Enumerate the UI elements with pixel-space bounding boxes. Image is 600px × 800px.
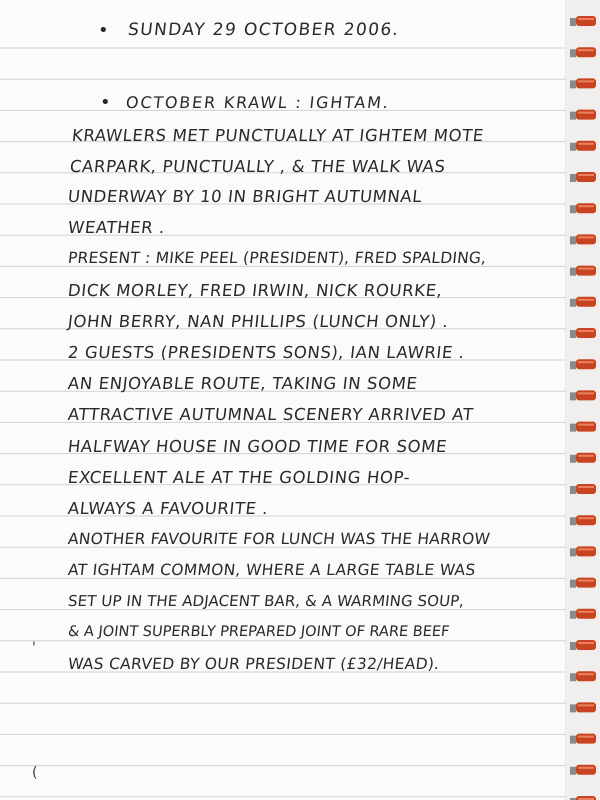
bullet-dot: •: [100, 92, 111, 113]
handwritten-entry: [68, 0, 548, 800]
entry-line: CARPARK, PUNCTUALLY , & THE WALK WAS: [69, 157, 447, 176]
entry-line: JOHN BERRY, NAN PHILLIPS (LUNCH ONLY) .: [67, 312, 450, 331]
entry-heading: OCTOBER KRAWL : IGHTAM.: [125, 93, 391, 112]
entry-line: WEATHER .: [67, 218, 167, 237]
entry-line: ALWAYS A FAVOURITE .: [67, 499, 270, 518]
entry-line: AN ENJOYABLE ROUTE, TAKING IN SOME: [67, 374, 419, 393]
entry-line: HALFWAY HOUSE IN GOOD TIME FOR SOME: [67, 437, 449, 456]
margin-curve-mark: (: [32, 765, 38, 781]
entry-line: AT IGHTAM COMMON, WHERE A LARGE TABLE WAS: [67, 561, 477, 579]
entry-line: DICK MORLEY, FRED IRWIN, NICK ROURKE,: [67, 281, 444, 300]
entry-line: ANOTHER FAVOURITE FOR LUNCH WAS THE HARROW: [67, 530, 491, 548]
entry-line: ATTRACTIVE AUTUMNAL SCENERY ARRIVED AT: [67, 405, 475, 424]
entry-date: SUNDAY 29 OCTOBER 2006.: [126, 20, 401, 40]
entry-line: WAS CARVED BY OUR PRESIDENT (£32/HEAD).: [67, 655, 441, 673]
spiral-binding: [566, 0, 600, 800]
margin-tick-mark: ': [32, 640, 36, 656]
entry-line: KRAWLERS MET PUNCTUALLY AT IGHTEM MOTE: [71, 126, 485, 145]
entry-line: & A JOINT SUPERBLY PREPARED JOINT OF RARE BEEF: [67, 624, 451, 640]
entry-line: 2 GUESTS (PRESIDENTS SONS), IAN LAWRIE .: [67, 343, 466, 362]
bullet-dot: •: [98, 20, 109, 41]
entry-line: PRESENT : MIKE PEEL (PRESIDENT), FRED SPALDING,: [67, 249, 488, 267]
entry-line: SET UP IN THE ADJACENT BAR, & A WARMING SOUP,: [67, 592, 466, 610]
entry-line: UNDERWAY BY 10 IN BRIGHT AUTUMNAL: [67, 187, 424, 206]
entry-line: EXCELLENT ALE AT THE GOLDING HOP-: [67, 468, 412, 487]
